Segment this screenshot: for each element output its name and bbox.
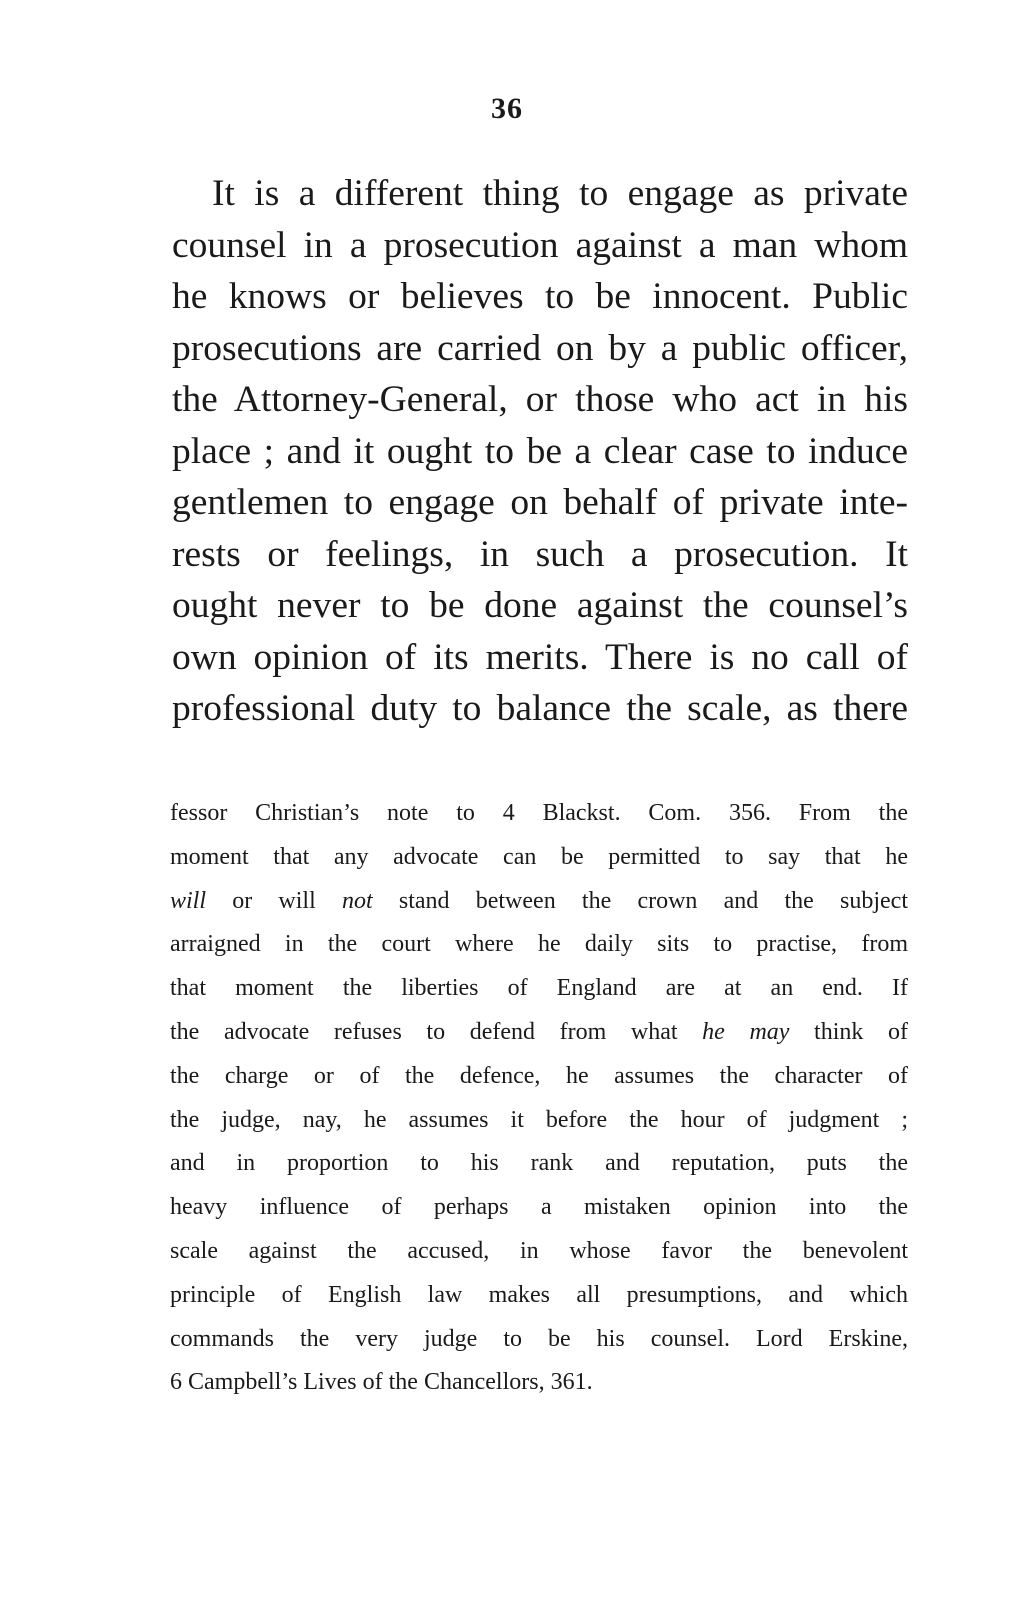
footnote-text: or will (206, 887, 342, 914)
footnote-text: think of (789, 1018, 909, 1045)
body-line-11: professional duty to balance the scale, as there (172, 688, 908, 729)
body-line-7: gentlemen to engage on behalf of private inte- (172, 482, 908, 523)
footnote-line-2: moment that any advocate can be permitted to say that he (170, 843, 908, 870)
footnote-line-5: that moment the liberties of England are at an end. If (170, 975, 908, 1002)
footnote-line-10: heavy influence of perhaps a mistaken opinion into the (170, 1194, 908, 1221)
body-line-6: place ; and it ought to be a clear case to induce (172, 430, 908, 472)
footnote-line-4: arraigned in the court where he daily sits to practise, from (170, 931, 908, 958)
footnote-line-14: 6 Campbell’s Lives of the Chancellors, 361. (170, 1369, 593, 1396)
footnote-text: the advocate refuses to defend from what (170, 1018, 703, 1045)
body-line-10: own opinion of its merits. There is no call of (172, 636, 908, 678)
footnote-line-7: the charge or of the defence, he assumes the character of (170, 1062, 908, 1089)
footnote-line-9: and in proportion to his rank and reputation, puts the (170, 1150, 908, 1177)
footnote-italic-he-may: he may (702, 1018, 790, 1045)
footnote-text: stand between the crown and the subject (372, 887, 908, 914)
footnote (170, 792, 908, 1405)
body-line-9: ought never to be done against the counsel’s (172, 585, 908, 626)
body-line-2: counsel in a prosecution against a man whom (172, 224, 908, 266)
footnote-line-1: fessor Christian’s note to 4 Blackst. Com. 356. From the (170, 800, 908, 826)
body-line-3: he knows or believes to be innocent. Public (172, 276, 908, 317)
footnote-italic-not: not (341, 887, 373, 914)
footnote-line-12: principle of English law makes all presumptions, and which (170, 1281, 908, 1308)
body-line-8: rests or feelings, in such a prosecution. It (172, 533, 908, 575)
body-line-5: the Attorney-General, or those who act in his (172, 379, 908, 420)
footnote-line-13: commands the very judge to be his counsel. Lord Erskine, (170, 1325, 908, 1352)
footnote-italic-will: will (170, 887, 207, 914)
page-number: 36 (491, 92, 523, 125)
footnote-line-11: scale against the accused, in whose favor the benevolent (170, 1237, 908, 1264)
footnote-line-6 (170, 1011, 908, 1055)
footnote-line-8: the judge, nay, he assumes it before the hour of judgment ; (170, 1106, 908, 1133)
body-line-1: It is a different thing to engage as private (212, 173, 908, 214)
footnote-line-3 (170, 880, 908, 924)
body-line-4: prosecutions are carried on by a public officer, (172, 327, 908, 369)
main-paragraph (172, 168, 908, 735)
